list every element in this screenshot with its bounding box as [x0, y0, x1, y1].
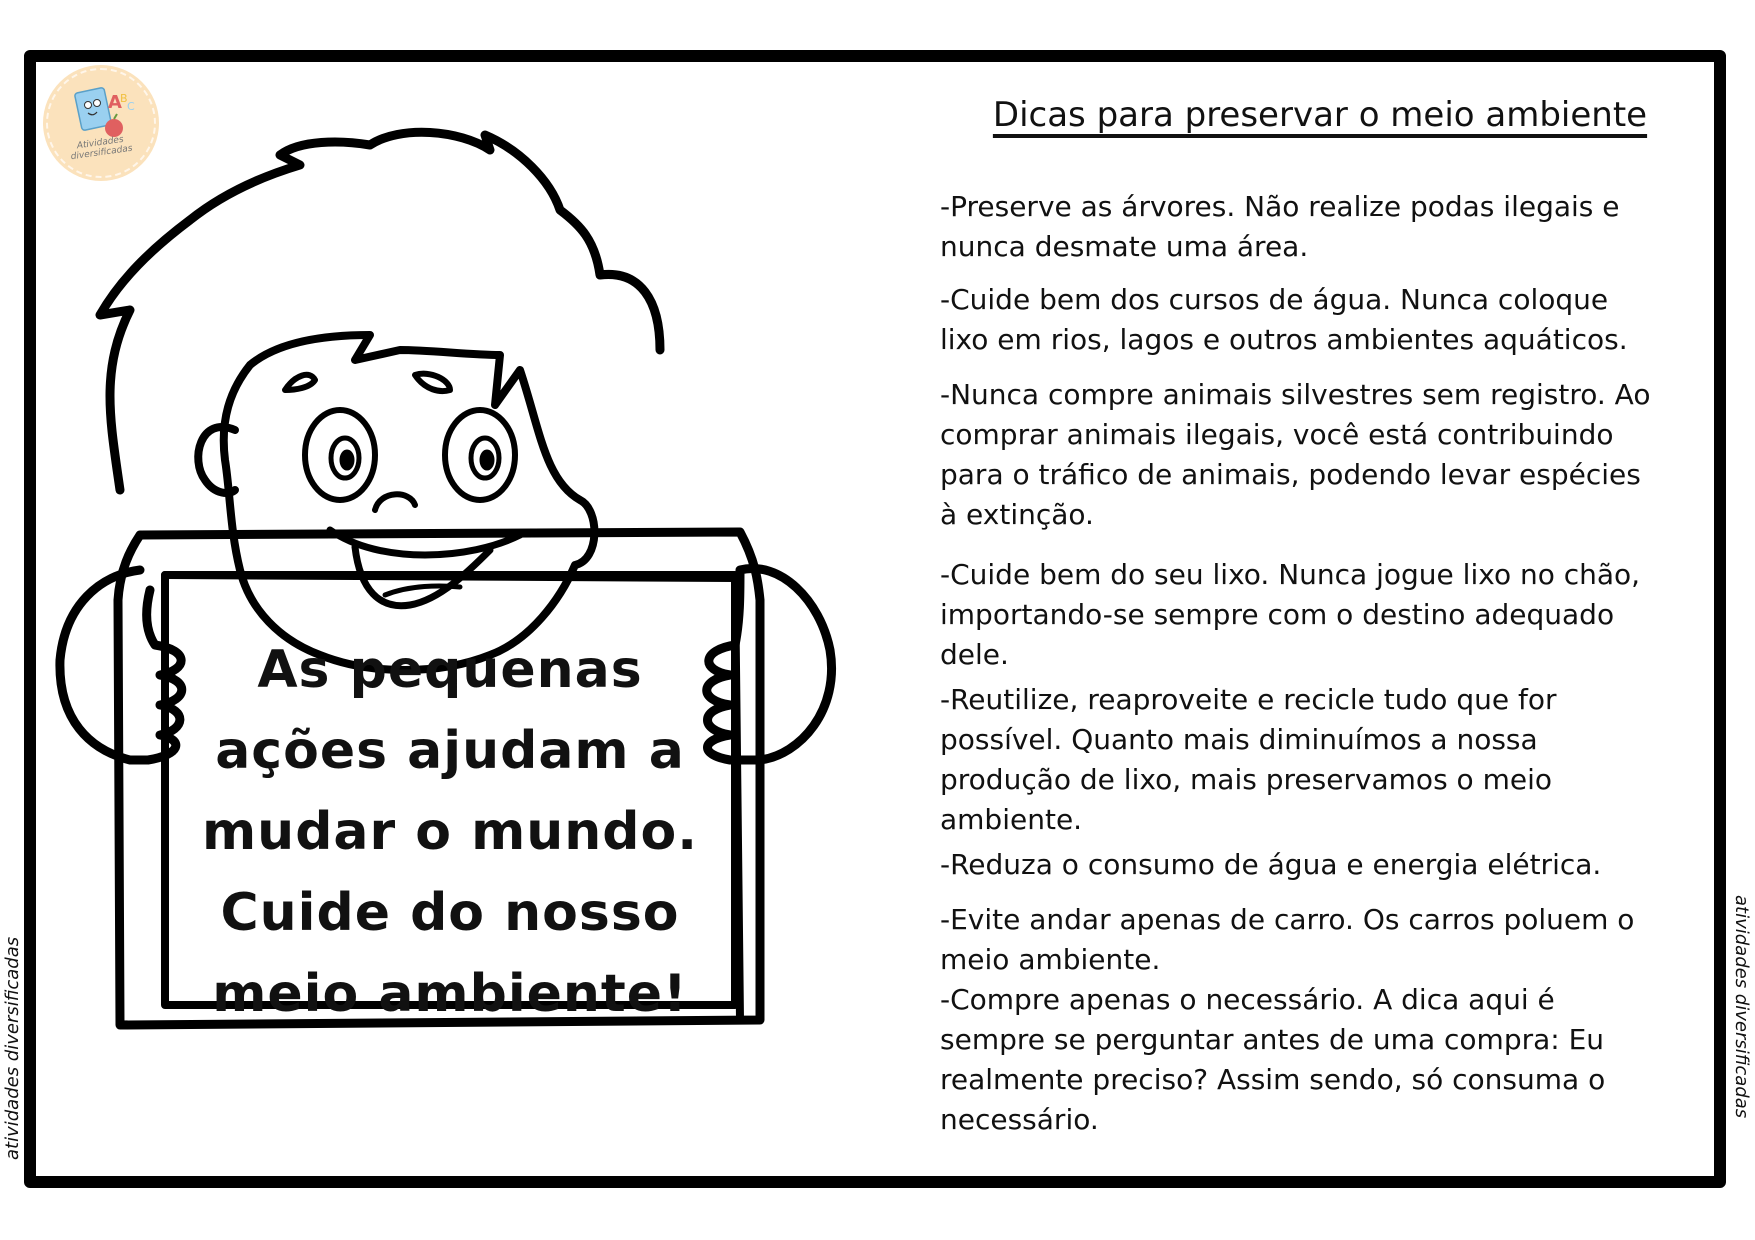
hair-icon: [100, 132, 660, 490]
sign-line: ações ajudam a: [215, 721, 685, 781]
tip-item: -Preserve as árvores. Não realize podas ilegais e nunca desmate uma área.: [940, 190, 1620, 263]
tips-section: [940, 95, 1680, 1136]
tip-item: -Cuide bem dos cursos de água. Nunca coloque lixo em rios, lagos e outros ambientes aquáticos.: [940, 283, 1628, 356]
svg-text:A: A: [108, 92, 122, 113]
right-eye-icon: [445, 410, 515, 500]
tip-item: -Reduza o consumo de água e energia elétrica.: [940, 848, 1602, 881]
sign-line: mudar o mundo.: [201, 802, 698, 862]
watermark-right: atividades diversificadas: [1731, 895, 1752, 1119]
svg-text:C: C: [127, 100, 135, 113]
left-eye-icon: [305, 410, 375, 500]
sign-line: meio ambiente!: [212, 964, 688, 1024]
sign-line: Cuide do nosso: [220, 883, 680, 943]
tips-title: Dicas para preservar o meio ambiente: [992, 95, 1648, 135]
svg-text:B: B: [120, 92, 128, 105]
tip-item: -Nunca compre animais silvestres sem registro. Ao comprar animais ilegais, você está contribuindo para o tráfico de animais, podendo levar espécies à extinção.: [940, 378, 1651, 531]
watermark-left: atividades diversificadas: [2, 936, 23, 1160]
sign-line: As pequenas: [257, 640, 643, 700]
tip-item: -Reutilize, reaproveite e recicle tudo que for possível. Quanto mais diminuímos a nossa produção de lixo, mais preservamos o meio ambiente.: [940, 683, 1557, 836]
sign-message: [170, 630, 730, 1035]
nose-icon: [375, 494, 415, 510]
tip-item: -Cuide bem do seu lixo. Nunca jogue lixo no chão, importando-se sempre com o destino adequado dele.: [940, 558, 1641, 671]
tip-item: -Compre apenas o necessário. A dica aqui é sempre se perguntar antes de uma compra: Eu realmente preciso? Assim sendo, só consuma o necessário.: [940, 983, 1606, 1136]
face-icon: [224, 335, 595, 670]
logo-caption: Atividades diversificadas: [70, 134, 134, 163]
tip-item: -Evite andar apenas de carro. Os carros poluem o meio ambiente.: [940, 903, 1635, 976]
